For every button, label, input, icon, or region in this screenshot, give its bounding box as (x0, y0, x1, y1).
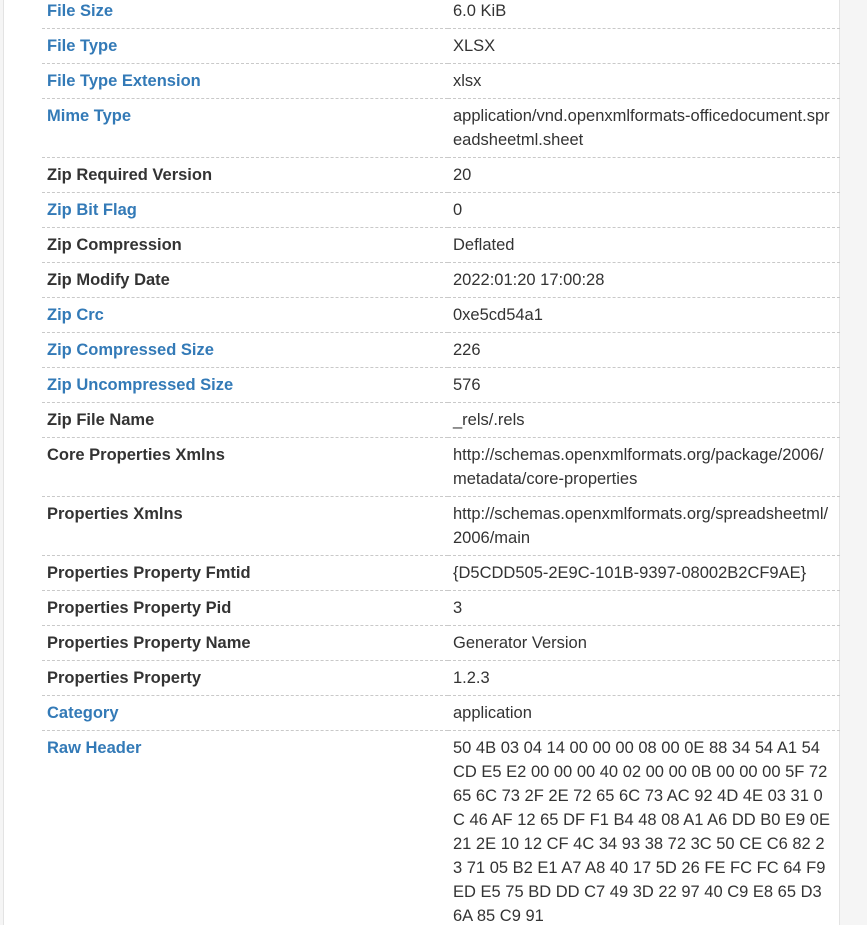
tag-name-link[interactable]: Raw Header (42, 731, 448, 925)
table-row (42, 228, 840, 263)
metadata-table-body (42, 0, 840, 925)
table-row (42, 497, 840, 556)
tag-value: http://schemas.openxmlformats.org/spreadsheetml/2006/main (448, 497, 840, 556)
table-row (42, 64, 840, 99)
tag-value: 1.2.3 (448, 661, 840, 696)
tag-name: Core Properties Xmlns (42, 438, 448, 497)
tag-value: 2022:01:20 17:00:28 (448, 263, 840, 298)
table-row (42, 696, 840, 731)
tag-value: Generator Version (448, 626, 840, 661)
tag-value: application (448, 696, 840, 731)
table-row (42, 731, 840, 925)
metadata-panel (3, 0, 840, 925)
table-row (42, 333, 840, 368)
table-row (42, 591, 840, 626)
tag-name: Properties Xmlns (42, 497, 448, 556)
table-row (42, 556, 840, 591)
tag-value: application/vnd.openxmlformats-officedocument.spreadsheetml.sheet (448, 99, 840, 158)
tag-name: Properties Property Fmtid (42, 556, 448, 591)
table-row (42, 368, 840, 403)
tag-value: XLSX (448, 29, 840, 64)
tag-value: 0xe5cd54a1 (448, 298, 840, 333)
table-row (42, 263, 840, 298)
table-row (42, 438, 840, 497)
tag-value: http://schemas.openxmlformats.org/package/2006/metadata/core-properties (448, 438, 840, 497)
metadata-table (42, 0, 840, 925)
table-row (42, 29, 840, 64)
tag-name-link[interactable]: Zip Uncompressed Size (42, 368, 448, 403)
tag-value: 226 (448, 333, 840, 368)
table-row (42, 403, 840, 438)
tag-value: 50 4B 03 04 14 00 00 00 08 00 0E 88 34 54 A1 54 CD E5 E2 00 00 00 40 02 00 00 0B 00 00 00 5F 72 65 6C 73 2F 2E 72 65 6C 73 AC 92 4D 4E 03 31 0C 46 AF 12 65 DF F1 B4 48 08 A1 A6 DD B0 E9 0E 21 2E 10 12 CF 4C 34 93 38 72 3C 50 CE C6 82 23 71 05 B2 E1 A7 A8 40 17 5D 26 FE FC FC 64 F9 ED E5 75 BD DD C7 49 3D 22 97 40 C9 E8 65 D3 6A 85 C9 91 (448, 731, 840, 925)
tag-value: 3 (448, 591, 840, 626)
tag-value: Deflated (448, 228, 840, 263)
table-row (42, 99, 840, 158)
table-row (42, 0, 840, 29)
tag-name: Properties Property Name (42, 626, 448, 661)
tag-name-link[interactable]: File Type (42, 29, 448, 64)
tag-name: Properties Property Pid (42, 591, 448, 626)
tag-name: Zip File Name (42, 403, 448, 438)
tag-name: Zip Modify Date (42, 263, 448, 298)
tag-value: {D5CDD505-2E9C-101B-9397-08002B2CF9AE} (448, 556, 840, 591)
tag-name-link[interactable]: File Size (42, 0, 448, 29)
tag-name: Properties Property (42, 661, 448, 696)
table-row (42, 626, 840, 661)
tag-value: _rels/.rels (448, 403, 840, 438)
tag-name-link[interactable]: Mime Type (42, 99, 448, 158)
table-row (42, 298, 840, 333)
tag-name-link[interactable]: Category (42, 696, 448, 731)
tag-value: 576 (448, 368, 840, 403)
tag-name-link[interactable]: Zip Crc (42, 298, 448, 333)
tag-value: 0 (448, 193, 840, 228)
table-row (42, 158, 840, 193)
tag-value: 20 (448, 158, 840, 193)
tag-name: Zip Compression (42, 228, 448, 263)
table-row (42, 193, 840, 228)
tag-name: Zip Required Version (42, 158, 448, 193)
tag-value: xlsx (448, 64, 840, 99)
tag-value: 6.0 KiB (448, 0, 840, 29)
tag-name-link[interactable]: File Type Extension (42, 64, 448, 99)
tag-name-link[interactable]: Zip Compressed Size (42, 333, 448, 368)
table-row (42, 661, 840, 696)
tag-name-link[interactable]: Zip Bit Flag (42, 193, 448, 228)
